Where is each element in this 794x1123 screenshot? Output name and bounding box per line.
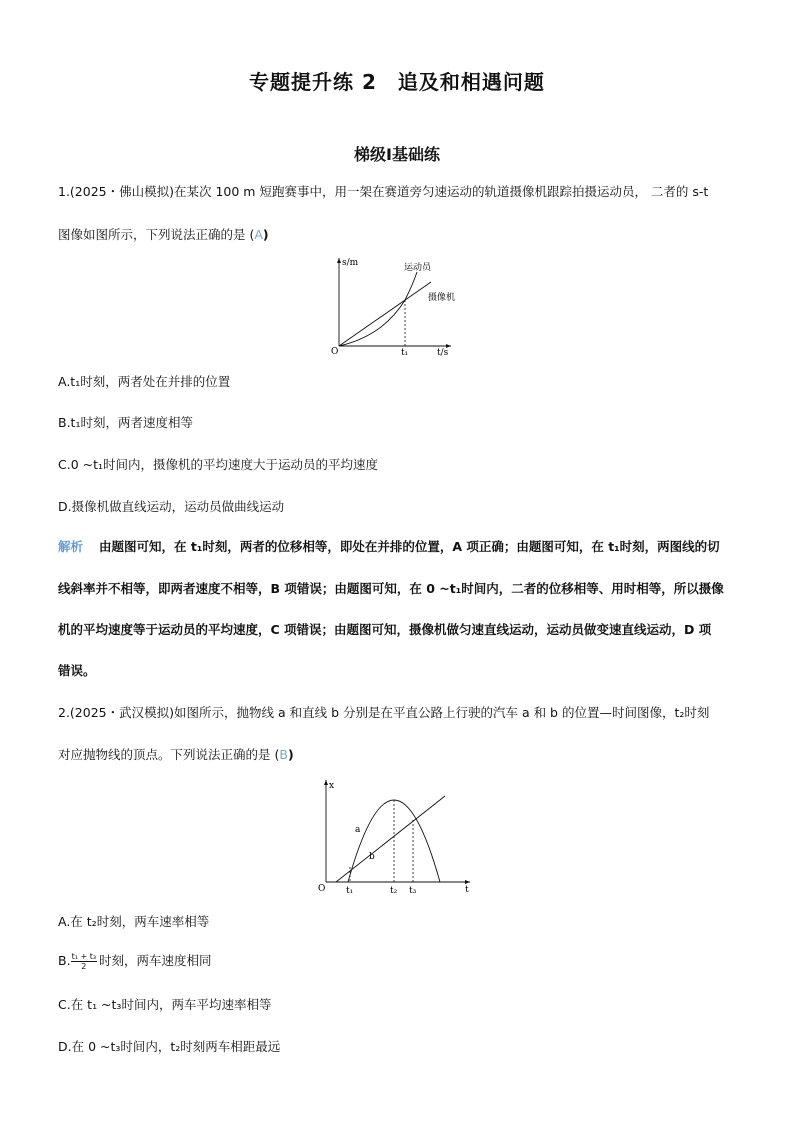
q1-camera-line bbox=[339, 282, 431, 346]
q1-option-b: B.t₁时刻，两者速度相等 bbox=[58, 415, 193, 430]
q2-fraction-denominator: 2 bbox=[81, 962, 87, 971]
q1-stem-line2 bbox=[58, 226, 738, 244]
q2-x-label: t bbox=[465, 885, 469, 895]
q2-y-arrow bbox=[324, 780, 328, 785]
q1-st-graph bbox=[325, 254, 460, 358]
q2-stem-line2 bbox=[58, 746, 738, 764]
q1-explain-line3: 机的平均速度等于运动员的平均速度，C 项错误；由题图可知，摄像机做匀速直线运动，运动员做变速直线运动，D 项 bbox=[58, 622, 712, 637]
q1-explain-tag: 解析 bbox=[58, 539, 84, 554]
q2-a-label: a bbox=[355, 825, 361, 835]
q1-answer: A bbox=[254, 227, 263, 242]
q2-option-c: C.在 t₁ ~t₃时间内，两车平均速率相等 bbox=[58, 997, 272, 1012]
q2-x-arrow bbox=[465, 880, 470, 884]
q1-stem-text: 图像如图所示，下列说法正确的是 ( bbox=[58, 227, 255, 242]
page-title: 专题提升练 2 追及和相遇问题 bbox=[249, 70, 545, 94]
q1-runner-label: 运动员 bbox=[404, 263, 432, 273]
q1-y-label: s/m bbox=[342, 258, 359, 268]
q2-origin: O bbox=[318, 884, 326, 894]
q2-option-b-prefix: B. bbox=[58, 953, 71, 968]
q2-t2-label: t₂ bbox=[390, 886, 398, 896]
q1-t1-label: t₁ bbox=[401, 348, 409, 358]
q2-t3-label: t₃ bbox=[409, 886, 417, 896]
q1-option-a: A.t₁时刻，两者处在并排的位置 bbox=[58, 374, 231, 389]
q1-x-label: t/s bbox=[437, 348, 449, 358]
q1-stem-line1: 1.(2025・佛山模拟)在某次 100 m 短跑赛事中，用一架在赛道旁匀速运动的轨道摄像机跟踪拍摄运动员， 二者的 s-t bbox=[58, 184, 709, 199]
q2-line-b bbox=[336, 796, 445, 882]
section-subtitle: 梯级Ⅰ基础练 bbox=[354, 145, 440, 164]
q2-b-label: b bbox=[369, 852, 375, 862]
q1-origin: O bbox=[331, 347, 339, 357]
q1-y-arrow bbox=[337, 258, 341, 263]
q2-option-d: D.在 0 ~t₃时间内，t₂时刻两车相距最远 bbox=[58, 1039, 281, 1054]
q2-option-b-fraction bbox=[71, 952, 97, 971]
q2-stem-line1: 2.(2025・武汉模拟)如图所示，抛物线 a 和直线 b 分别是在平直公路上行驶的汽车 a 和 b 的位置—时间图像，t₂时刻 bbox=[58, 705, 710, 720]
q1-explain-line2: 线斜率并不相等，即两者速度不相等，B 项错误；由题图可知，在 0 ~t₁时间内，二者的位移相等、用时相等，所以摄像 bbox=[58, 581, 724, 596]
q2-xt-graph bbox=[312, 774, 477, 898]
q2-fraction-numerator: t₁ + t₃ bbox=[71, 952, 97, 961]
q2-option-b bbox=[58, 952, 738, 971]
q1-explain-line4: 错误。 bbox=[58, 663, 96, 678]
q2-close-paren: ) bbox=[287, 747, 294, 762]
q1-camera-label: 摄像机 bbox=[428, 293, 456, 303]
q1-option-c: C.0 ~t₁时间内，摄像机的平均速度大于运动员的平均速度 bbox=[58, 457, 379, 472]
q1-explain-text1: 由题图可知，在 t₁时刻，两者的位移相等，即处在并排的位置，A 项正确；由题图可知，在 t₁时刻，两图线的切 bbox=[99, 539, 720, 554]
q2-t1-label: t₁ bbox=[346, 886, 354, 896]
q1-explain-line1 bbox=[58, 538, 738, 556]
q1-close-paren: ) bbox=[262, 227, 269, 242]
q2-answer: B bbox=[279, 747, 288, 762]
q2-option-b-text: 时刻，两车速度相同 bbox=[99, 953, 212, 968]
q2-stem-text: 对应抛物线的顶点。下列说法正确的是 ( bbox=[58, 747, 280, 762]
q2-option-a: A.在 t₂时刻，两车速率相等 bbox=[58, 914, 210, 929]
q2-y-label: x bbox=[329, 781, 335, 791]
q1-option-d: D.摄像机做直线运动，运动员做曲线运动 bbox=[58, 499, 285, 514]
